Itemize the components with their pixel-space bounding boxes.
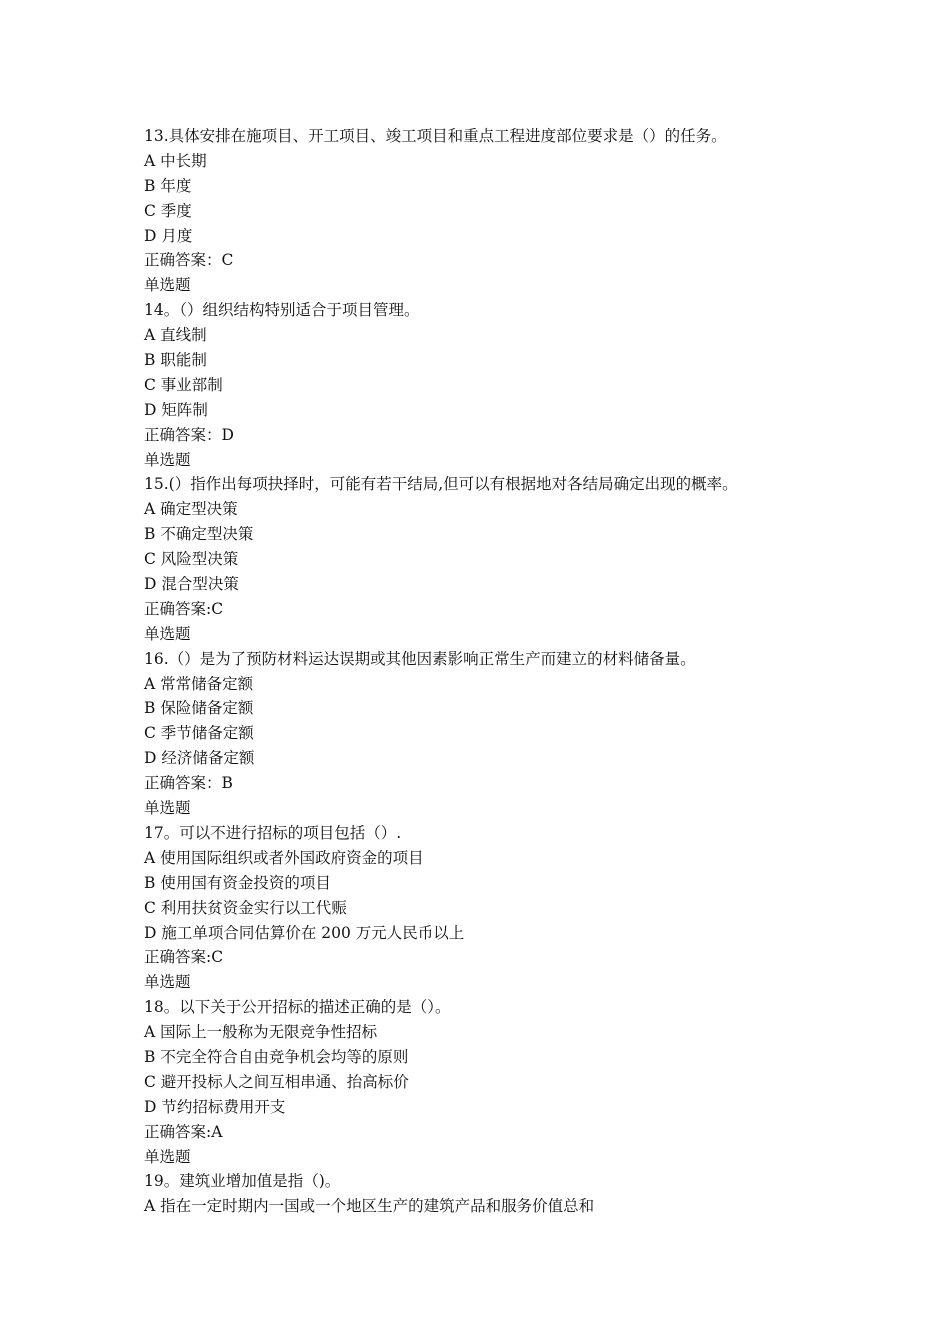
question-13-option-c: C 季度	[144, 201, 192, 220]
question-14-option-d: D 矩阵制	[144, 400, 208, 419]
question-type-label: 单选题	[144, 450, 191, 469]
question-15-answer: 正确答案:C	[144, 599, 224, 618]
question-17-option-b: B 使用国有资金投资的项目	[144, 873, 331, 892]
document-body	[144, 124, 844, 1219]
question-15-option-b: B 不确定型决策	[144, 525, 254, 544]
question-18-option-b: B 不完全符合自由竞争机会均等的原则	[144, 1047, 409, 1066]
question-type-label: 单选题	[144, 276, 191, 295]
question-15-text: 15.(）指作出每项抉择时，可能有若干结局,但可以有根据地对各结局确定出现的概率。	[144, 475, 738, 494]
question-17-text: 17。可以不进行招标的项目包括（）.	[144, 823, 402, 842]
question-18-option-a: A 国际上一般称为无限竞争性招标	[144, 1023, 378, 1042]
question-17-option-c: C 利用扶贫资金实行以工代赈	[144, 898, 347, 917]
question-type-label: 单选题	[144, 973, 191, 992]
question-type-label: 单选题	[144, 624, 191, 643]
question-17-option-a: A 使用国际组织或者外国政府资金的项目	[144, 848, 424, 867]
question-18-answer: 正确答案:A	[144, 1122, 223, 1141]
question-type-label: 单选题	[144, 1147, 191, 1166]
question-16-option-b: B 保险储备定额	[144, 699, 254, 718]
question-19-text: 19。建筑业增加值是指（)。	[144, 1172, 341, 1191]
question-18-text: 18。以下关于公开招标的描述正确的是（）。	[144, 998, 451, 1017]
question-13-option-b: B 年度	[144, 176, 192, 195]
question-14-option-b: B 职能制	[144, 351, 207, 370]
question-type-label: 单选题	[144, 799, 191, 818]
question-13-answer: 正确答案：C	[144, 251, 234, 270]
question-14-answer: 正确答案：D	[144, 425, 234, 444]
question-18-option-d: D 节约招标费用开支	[144, 1097, 286, 1116]
question-15-option-c: C 风险型决策	[144, 550, 239, 569]
question-13-option-a: A 中长期	[144, 151, 207, 170]
question-15-option-a: A 确定型决策	[144, 500, 238, 519]
question-19-option-a: A 指在一定时期内一国或一个地区生产的建筑产品和服务价值总和	[144, 1197, 595, 1216]
question-16-option-c: C 季节储备定额	[144, 724, 254, 743]
question-14-option-c: C 事业部制	[144, 375, 223, 394]
question-16-answer: 正确答案：B	[144, 774, 233, 793]
question-16-option-a: A 常常储备定额	[144, 674, 254, 693]
question-15-option-d: D 混合型决策	[144, 575, 239, 594]
question-16-text: 16.（）是为了预防材料运达误期或其他因素影响正常生产而建立的材料储备量。	[144, 649, 696, 668]
question-17-option-d: D 施工单项合同估算价在 200 万元人民币以上	[144, 923, 465, 942]
question-13-text: 13.具体安排在施项目、开工项目、竣工项目和重点工程进度部位要求是（）的任务。	[144, 127, 727, 145]
question-18-option-c: C 避开投标人之间互相串通、抬高标价	[144, 1072, 409, 1091]
question-16-option-d: D 经济储备定额	[144, 749, 255, 768]
question-17-answer: 正确答案:C	[144, 948, 224, 967]
question-13-option-d: D 月度	[144, 226, 193, 245]
question-14-option-a: A 直线制	[144, 326, 207, 345]
question-14-text: 14。（）组织结构特别适合于项目管理。	[144, 301, 420, 320]
